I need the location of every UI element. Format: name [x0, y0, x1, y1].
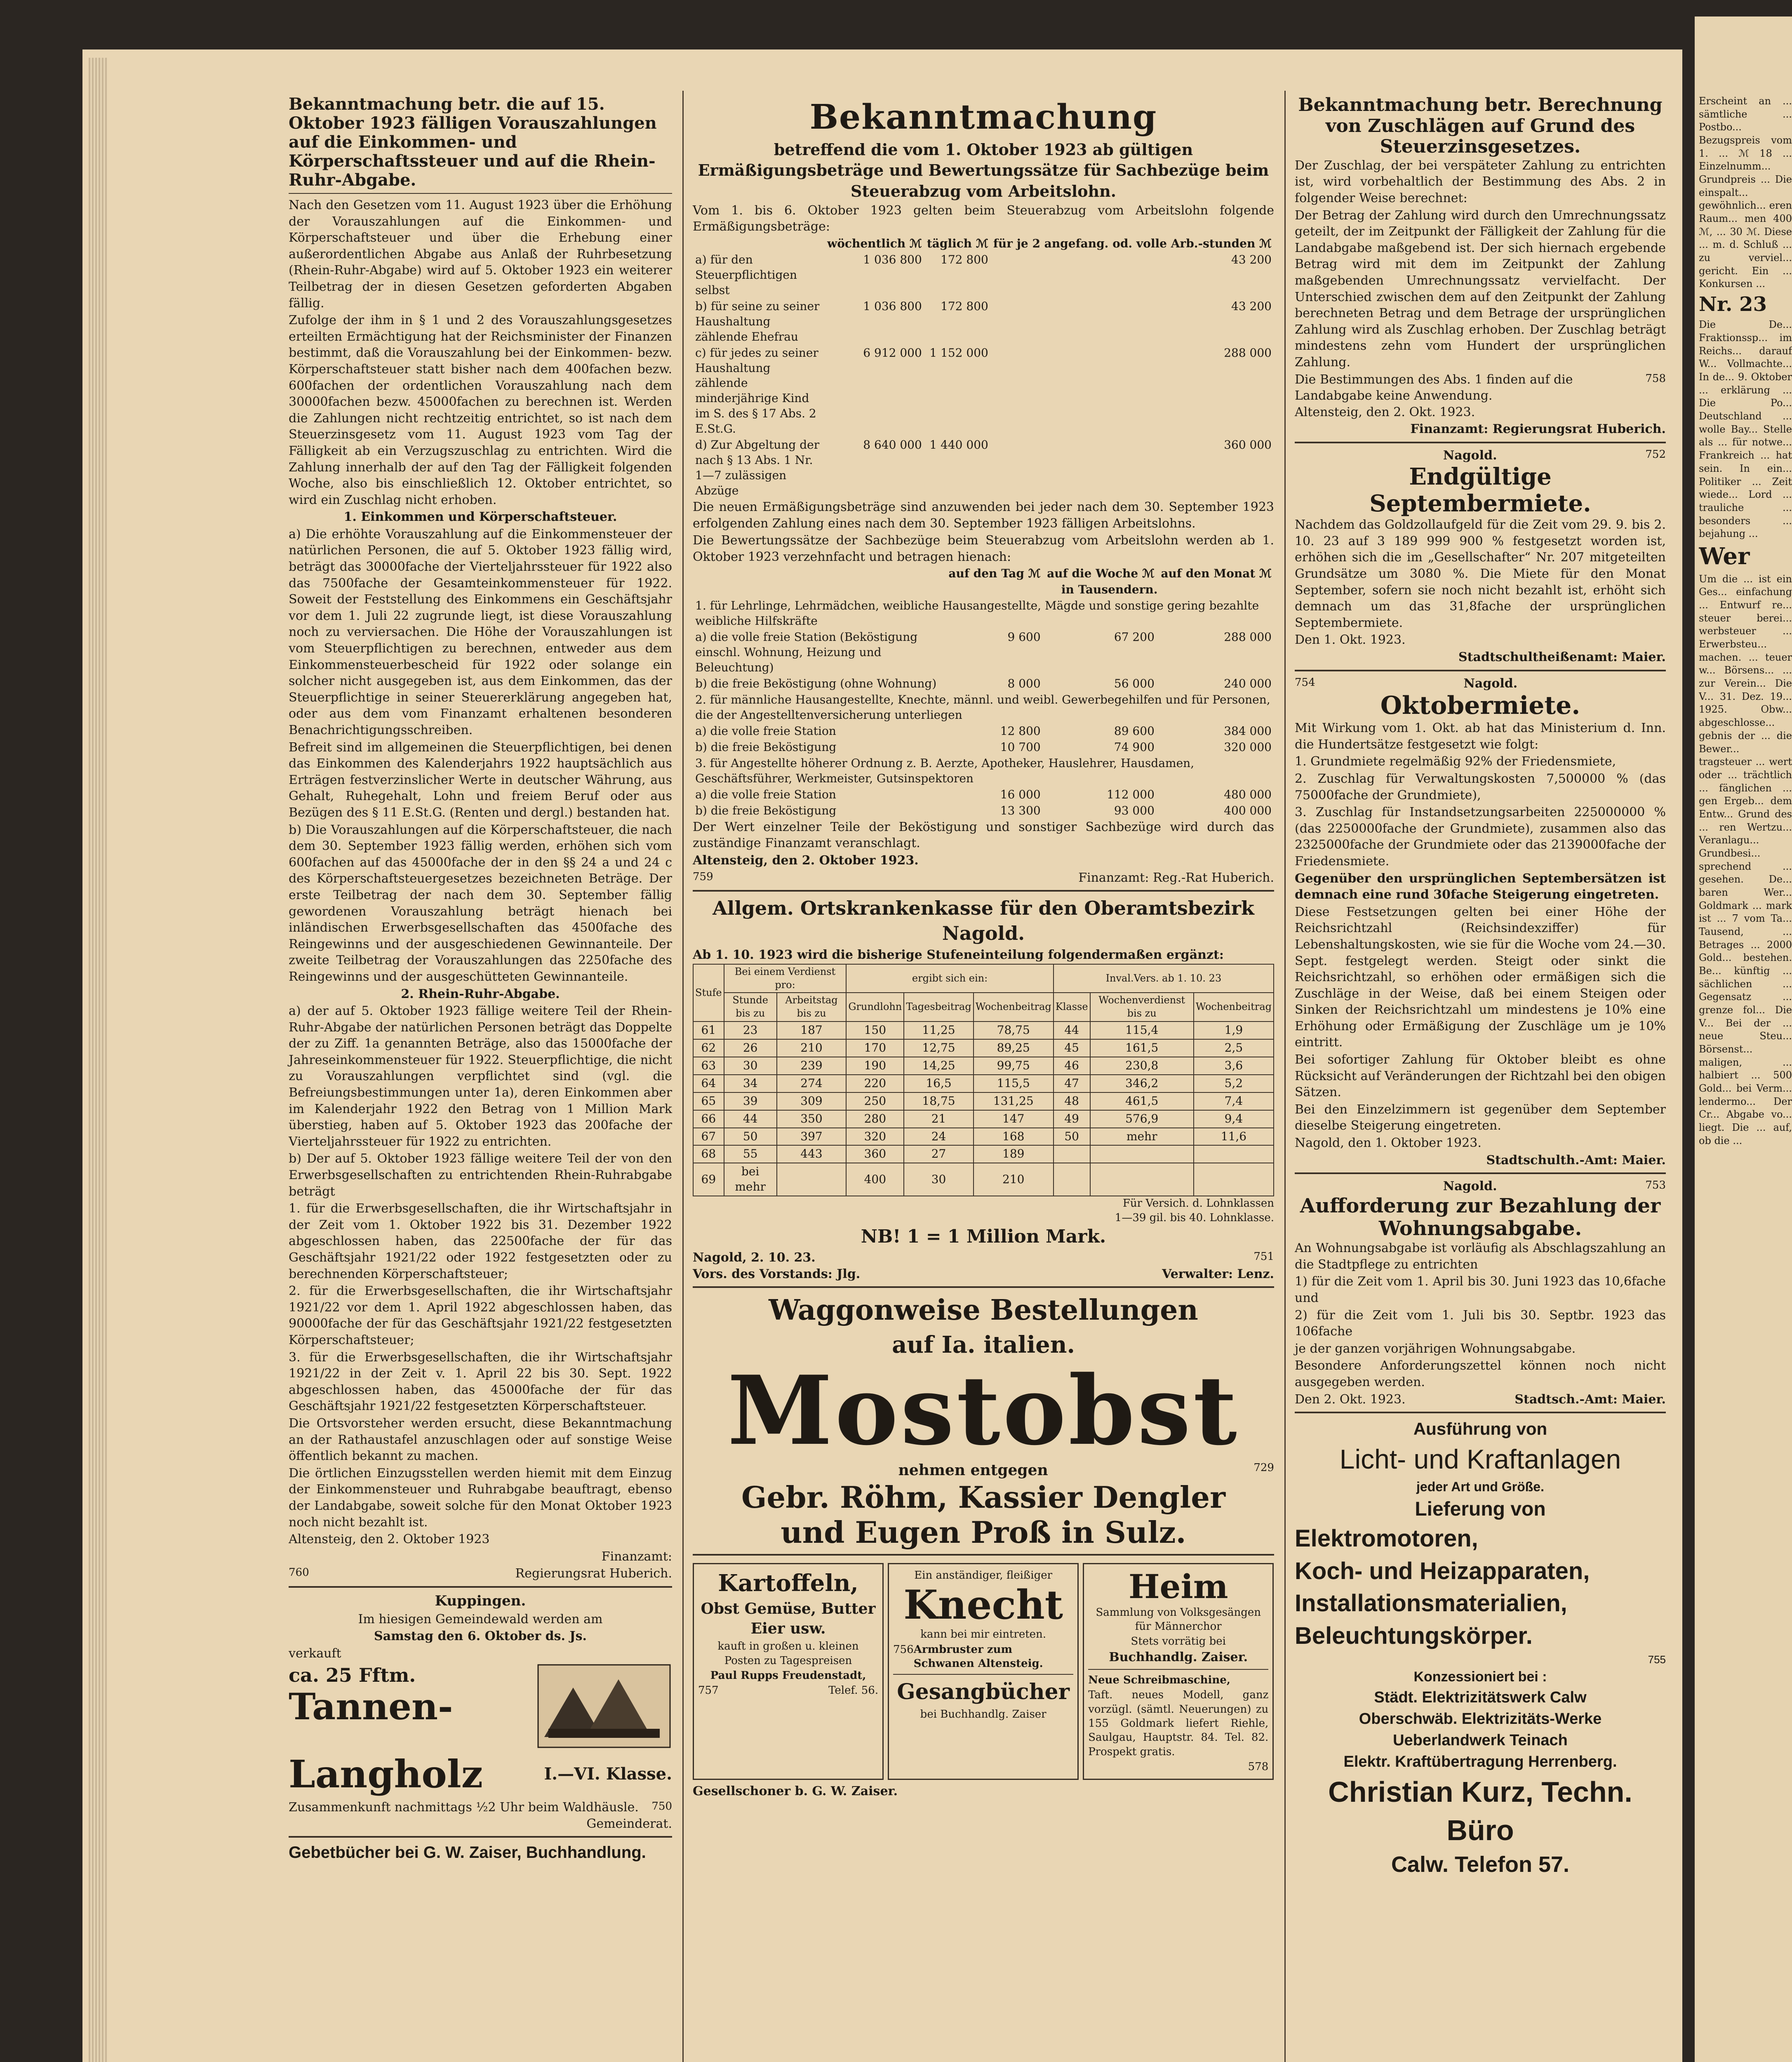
column-header: wöchentlich ℳ [827, 236, 922, 250]
paragraph: An Wohnungsabgabe ist vorläufig als Abschlagszahlung an die Stadtpflege zu entrichten [1295, 1241, 1666, 1272]
table-cell [1194, 1163, 1274, 1196]
ad-text: kauft in großen u. kleinen Posten zu Tagespreisen [717, 1640, 859, 1667]
paragraph: Die Ortsvorsteher werden ersucht, diese Bekanntmachung an der Rathaustafel anzuschlagen oder auf sonstige Weise öffentlich bekannt zu machen. [289, 1416, 672, 1464]
ad-text: Lieferung von [1415, 1498, 1546, 1520]
ad-name: Buchhandlg. Zaiser. [1109, 1650, 1248, 1665]
ad-text: Ueberlandwerk Teinach [1393, 1731, 1568, 1749]
table-row [693, 1075, 1274, 1092]
ad-text: Sammlung von Volksgesängen für Männerchor [1096, 1606, 1261, 1633]
table-note: 1—39 gil. bis 40. Lohnklasse. [1115, 1211, 1274, 1224]
place-date: Altensteig, den 2. Okt. 1923. [1295, 405, 1475, 419]
ad-number: 578 [1248, 1760, 1269, 1773]
section-heading: 2. Rhein-Ruhr-Abgabe. [401, 986, 560, 1001]
table-row: b) die freie Beköstigung (ohne Wohnung) 8 000 56 000 240 000 [695, 677, 1272, 691]
classified-ad [1083, 1563, 1274, 1780]
table-cell: 2,5 [1194, 1039, 1274, 1057]
table-row: a) die volle freie Station (Beköstigung einschl. Wohnung, Heizung und Beleuchtung) 9 600 67 200 288 000 [695, 630, 1272, 675]
table-cell: 280 [846, 1110, 904, 1128]
book-edge [89, 58, 107, 2062]
table-cell: 210 [974, 1163, 1054, 1196]
signature: Vors. des Vorstands: Jlg. [693, 1266, 861, 1281]
paragraph: Gegenüber den ursprünglichen Septembersätzen ist demnach eine rund 30fache Steigerung eingetreten. [1295, 871, 1666, 902]
table-cell: 320 [846, 1128, 904, 1146]
table-row [693, 1128, 1274, 1146]
signature: Stadtschultheißenamt: Maier. [1458, 650, 1666, 664]
table-cell: 350 [777, 1110, 847, 1128]
place-date: Altensteig, den 2. Oktober 1923 [289, 1532, 490, 1547]
table-row: b) für seine zu seiner Haushaltung zählende Ehefrau 1 036 800 172 800 43 200 [695, 299, 1272, 344]
table-cell: 30 [724, 1057, 777, 1075]
paragraph: Der Wert einzelner Teile der Beköstigung und sonstiger Sachbezüge wird durch das zuständige Finanzamt veranschlagt. [693, 819, 1274, 851]
table-cell: 274 [777, 1075, 847, 1092]
ad-text: Taft. neues Modell, ganz vorzügl. (sämtl. Neuerungen) zu 155 Goldmark liefert Riehle, Saulgau, Hauptstr. 84. Tel. 82. Prospekt gratis. [1088, 1689, 1269, 1758]
ad-number: 756 [893, 1643, 914, 1656]
table-cell: 9,4 [1194, 1110, 1274, 1128]
footer-ad: Gesellschoner b. G. W. Zaiser. [693, 1784, 898, 1799]
table-cell: 161,5 [1090, 1039, 1194, 1057]
ad-text: Ausführung von [1413, 1419, 1547, 1439]
ad-names: Gebr. Röhm, Kassier Dengler [741, 1479, 1226, 1515]
ad-number: 758 [1645, 372, 1666, 385]
list-item: 2. Zuschlag für Verwaltungskosten 7,500000 % (das 75000fache der Grundmiete), [1295, 771, 1666, 803]
ad-number: 751 [1253, 1250, 1274, 1263]
paragraph: Bei sofortiger Zahlung für Oktober bleibt es ohne Rücksicht auf Veränderungen der Richtzahl bei den obigen Sätzen. [1295, 1052, 1666, 1100]
column-rule [1284, 91, 1286, 2062]
ad-number: 759 [693, 870, 713, 883]
table-cell: 67 [693, 1128, 724, 1146]
ad-place: Nagold. [1443, 1179, 1497, 1194]
paragraph: 2. für die Erwerbsgesellschaften, die ihr Wirtschaftsjahr 1921/22 vor dem 1. April 1922 abgeschlossen haben, das 90000fache der für das Geschäftsjahr 1921/22 festgesetzten Körperschaftsteuer; [289, 1284, 672, 1347]
paragraph: Die Bestimmungen des Abs. 1 finden auf die Landabgabe keine Anwendung. [1295, 372, 1573, 403]
list-item: 1) für die Zeit vom 1. April bis 30. Juni 1923 das 10,6fache und [1295, 1274, 1666, 1305]
paragraph: 3. für die Erwerbsgesellschaften, die ihr Wirtschaftsjahr 1921/22 in der Zeit v. 1. April 22 bis 30. Sept. 1922 abgeschlossen haben, das 45000fache der für das Geschäftsjahr 1921/22 festgesetzten Körperschaftsteuer. [289, 1350, 672, 1414]
table-cell: 115,5 [974, 1075, 1054, 1092]
section-heading: Wer [1699, 542, 1750, 570]
table-cell: 50 [724, 1128, 777, 1146]
ad-headline: Licht- und Kraftanlagen [1339, 1443, 1621, 1474]
table-cell: 443 [777, 1145, 847, 1163]
ad-number: 755 [1648, 1653, 1666, 1666]
table-cell: 360 [846, 1145, 904, 1163]
ad-place: Nagold. [1443, 448, 1497, 463]
column-header: für je 2 angefang. od. volle Arb.-stunden ℳ [993, 236, 1272, 250]
ad-headline: Knecht [903, 1581, 1063, 1628]
table-cell [1090, 1145, 1194, 1163]
table-cell: 50 [1054, 1128, 1090, 1146]
table-cell: 3,6 [1194, 1057, 1274, 1075]
ad-text: jeder Art und Größe. [1416, 1479, 1544, 1494]
table-cell: 39 [724, 1092, 777, 1110]
paragraph: je der ganzen vorjährigen Wohnungsabgabe. [1295, 1341, 1576, 1356]
ad-number: 757 [698, 1684, 719, 1697]
ad-text: Obst Gemüse, Butter Eier usw. [701, 1600, 876, 1637]
ad-text: kann bei mir eintreten. [920, 1628, 1047, 1641]
ad-class: I.—VI. Klasse. [544, 1764, 672, 1784]
ad-text: Oberschwäb. Elektrizitäts-Werke [1359, 1710, 1602, 1728]
notice-title: Oktobermiete. [1380, 691, 1580, 720]
paragraph: a) der auf 5. Oktober 1923 fällige weitere Teil der Rhein-Ruhr-Abgabe der natürlichen Personen beträgt das Doppelte der zu Ziff. 1a genannten Beträge, also das 15000fache der Jahreseinkommensteuer für 1922. Steuerpflichtige, die nicht zu Vorauszahlungen verpflichtet sind (vgl. die Befreiungsbestimmungen unter 1a), deren Einkommen aber im Kalenderjahr 1922 den Betrag von 1 Million Mark überstieg, haben auf 5. Oktober 1923 das 200fache der Vierteljahrssteuer für 1922 zu entrichten. [289, 1004, 672, 1149]
ad-subheadline: auf Ia. italien. [892, 1331, 1075, 1358]
table-row [693, 1163, 1274, 1196]
list-item: 1. Grundmiete regelmäßig 92% der Friedensmiete, [1295, 754, 1616, 769]
paragraph: 1. für die Erwerbsgesellschaften, die ihr Wirtschaftsjahr in der Zeit vom 1. Oktober 1922 bis 31. Dezember 1922 abgeschlossen haben, das 22500fache der für das Geschäftsjahr 1921/22 oder 1922 festgesetzten oder zu berechnenden Körperschaftsteuer; [289, 1201, 672, 1281]
table-cell: 44 [1054, 1022, 1090, 1039]
table-cell: 62 [693, 1039, 724, 1057]
ad-item: Beleuchtungskörper. [1295, 1622, 1533, 1649]
table-cell: 66 [693, 1110, 724, 1128]
table-cell: 45 [1054, 1039, 1090, 1057]
table-row: c) für jedes zu seiner Haushaltung zählende minderjährige Kind im S. des § 17 Abs. 2 E.St.G. 6 912 000 1 152 000 288 000 [695, 346, 1272, 436]
ad-headline: Waggonweise Bestellungen [769, 1294, 1198, 1327]
table-cell: 65 [693, 1092, 724, 1110]
column-2 [693, 95, 1274, 1801]
ad-text: Zusammenkunft nachmittags ½2 Uhr beim Waldhäusle. [289, 1800, 639, 1815]
classified-ad [693, 1563, 884, 1780]
table-cell: 400 [846, 1163, 904, 1196]
table-note: Für Versich. d. Lohnklassen [1122, 1197, 1274, 1210]
ad-phone: Telef. 56. [828, 1684, 879, 1697]
column-4-partial [1699, 95, 1792, 1148]
table-cell: 23 [724, 1022, 777, 1039]
column-rule [682, 91, 684, 2062]
ad-place: Nagold. [1463, 676, 1518, 691]
table-cell: 11,25 [904, 1022, 973, 1039]
ad-text: Konzessioniert bei : [1413, 1669, 1547, 1685]
table-cell: 168 [974, 1128, 1054, 1146]
paragraph: Vom 1. bis 6. Oktober 1923 gelten beim Steuerabzug vom Arbeitslohn folgende Ermäßigungsbeträge: [693, 203, 1274, 234]
table-cell [1054, 1145, 1090, 1163]
table-cell: 89,25 [974, 1039, 1054, 1057]
issue-number: Nr. 23 [1699, 293, 1767, 316]
ad-amount: ca. 25 Fftm. [289, 1664, 416, 1686]
benefit-table: auf den Tag ℳ auf die Woche ℳ auf den Monat ℳ in Tausendern. 1. für Lehrlinge, Lehrmädchen, weibliche Hausangestellte, Mägde und sonstige gering bezahlte weibliche Hilfskräfte a) die volle freie Station (Beköstigung einschl. Wohnung, Heizung und Beleuchtung) 9 600 67 200 288 000 b) die freie Beköstigung (ohne Wohnung) 8 000 56 000 240 000 2. für männliche Hausangestellte, Knechte, männl. und weibl. Gewerbegehilfen und für Personen, die der Angestelltenversicherung unterliegen a) die volle freie Station 12 800 89 600 384 000 b) die freie Beköstigung 10 700 74 900 320 000 3. für Angestellte höherer Ordnung z. B. Aerzte, Apotheker, Hauslehrer, Hausdamen, Geschäftsführer, Werkmeister, Gutsinspektoren a) die volle freie Station 16 000 112 000 480 000 b) die freie Beköstigung 13 300 93 000 400 000 [693, 566, 1274, 819]
table-row [693, 1057, 1274, 1075]
signature: Finanzamt: Reg.-Rat Huberich. [1078, 870, 1274, 885]
table-cell: 1,9 [1194, 1022, 1274, 1039]
table-cell: 461,5 [1090, 1092, 1194, 1110]
column-3 [1295, 95, 1666, 1880]
table-cell: 26 [724, 1039, 777, 1057]
ad-text: Ein anständiger, fleißiger [914, 1569, 1053, 1582]
ad-headline: Kartoffeln, [718, 1569, 858, 1597]
table-row: a) die volle freie Station 12 800 89 600 384 000 [695, 724, 1272, 738]
electric-ad [1295, 1417, 1666, 1879]
table-cell: 18,75 [904, 1092, 973, 1110]
ad-headline: Tannen- [289, 1685, 453, 1728]
table-row: b) die freie Beköstigung 10 700 74 900 320 000 [695, 740, 1272, 754]
paragraph: Der Betrag der Zahlung wird durch den Umrechnungssatz geteilt, der im Zeitpunkt der Fälligkeit der Zahlung für die Landabgabe maßgebend ist. Der sich hiernach ergebende Betrag wird mit dem im Zeitpunkt der Zahlung maßgebenden Umrechnungssatz vervielfacht. Der Unterschied zwischen dem auf den Zeitpunkt der Zahlung berechneten Betrag und dem Betrage der ursprünglichen Zahlung wird als Zuschlag erhoben. Der Zuschlag beträgt mindestens zehn vom Hundert der ursprünglichen Zahlung. [1295, 208, 1666, 370]
table-cell: 61 [693, 1022, 724, 1039]
notice-title: Bekanntmachung [809, 97, 1157, 137]
table-cell: 115,4 [1090, 1022, 1194, 1039]
table-row [693, 1039, 1274, 1057]
table-cell: 239 [777, 1057, 847, 1075]
column-1 [289, 95, 672, 1864]
table-cell: 68 [693, 1145, 724, 1163]
table-cell: 131,25 [974, 1092, 1054, 1110]
table-row: 3. für Angestellte höherer Ordnung z. B. Aerzte, Apotheker, Hauslehrer, Hausdamen, Geschäftsführer, Werkmeister, Gutsinspektoren [695, 756, 1195, 785]
table-cell [777, 1163, 847, 1196]
ad-number: 752 [1645, 448, 1666, 461]
notice-title: Endgültige Septembermiete. [1369, 463, 1591, 517]
table-cell: 69 [693, 1163, 724, 1196]
table-row [693, 1145, 1274, 1163]
table-cell: 5,2 [1194, 1075, 1274, 1092]
place-date: Nagold, den 1. Oktober 1923. [1295, 1136, 1482, 1151]
table-cell: 55 [724, 1145, 777, 1163]
ad-text: Im hiesigen Gemeindewald werden am [358, 1612, 603, 1627]
table-row [693, 1092, 1274, 1110]
paragraph: Zufolge der ihm in § 1 und 2 des Vorauszahlungsgesetzes erteilten Ermächtigung hat der Reichsminister der Finanzen bestimmt, daß die Vorauszahlung bei der Einkommen- bezw. Körperschaftsteuer statt bisher nach dem 400fachen bezw. 600fachen der ordentlichen Vorauszahlung nach dem 30000fachen bezw. 45000fachen zu berechnen ist. Werden die Zahlungen nicht rechtzeitig entrichtet, so ist nach dem Steuerzinsgesetz vom 11. August 1923 vom Tag der Fälligkeit ab ein Verzugszuschlag zu entrichten. Wird die Zahlung innerhalb der auf den Tag der Fälligkeit folgenden Woche, also bis einschließlich 12. Oktober entrichtet, so wird ein Zuschlag nicht erhoben. [289, 313, 672, 507]
table-cell: 7,4 [1194, 1092, 1274, 1110]
table-cell: 30 [904, 1163, 973, 1196]
classified-ad [888, 1563, 1079, 1780]
paragraph: Befreit sind im allgemeinen die Steuerpflichtigen, bei denen das Einkommen des Kalenderjahrs 1922 hauptsächlich aus Erträgen festverzinslicher Werte in deutscher Währung, aus Gehalt, Ruhegehalt, Lohn und freiem Beruf oder aus Bezügen des § 11 E.St.G. (Renten und dergl.) bestanden hat. [289, 740, 672, 820]
table-cell: 49 [1054, 1110, 1090, 1128]
table-cell: 250 [846, 1092, 904, 1110]
table-cell: 309 [777, 1092, 847, 1110]
paragraph: Die örtlichen Einzugsstellen werden hiemit mit dem Einzug der Einkommensteuer und Ruhrabgabe beauftragt, ebenso der Landabgabe, soweit solche für den Monat Oktober 1923 noch nicht bezahlt ist. [289, 1466, 672, 1530]
ad-name: Armbruster zum Schwanen Altensteig. [913, 1643, 1043, 1670]
table-cell: 346,2 [1090, 1075, 1194, 1092]
paragraph: Die Bewertungssätze der Sachbezüge beim Steuerabzug vom Arbeitslohn werden ab 1. Oktober 1923 verzehnfacht und betragen hienach: [693, 533, 1274, 564]
table-row: b) die freie Beköstigung 13 300 93 000 400 000 [695, 803, 1272, 817]
table-cell: 189 [974, 1145, 1054, 1163]
place-date: Nagold, 2. 10. 23. [693, 1250, 816, 1265]
paragraph: Nach den Gesetzen vom 11. August 1923 über die Erhöhung der Vorauszahlungen auf die Einkommen- und Körperschaftsteuer und über die Erhebung einer außerordentlichen Abgabe aus Anlaß der Ruhrbesetzung (Rhein-Ruhr-Abgabe) wird auf 5. Oktober 1923 ein weiterer Teilbetrag der in diesen Gesetzen geforderten Abgaben fällig. [289, 198, 672, 311]
ad-text: bei Buchhandlg. Zaiser [920, 1708, 1047, 1721]
paragraph: Diese Festsetzungen gelten bei einer Höhe der Reichsrichtzahl (Reichsindexziffer) für Lebenshaltungskosten, wie sie für die Woche vom 24.—30. Sept. festgelegt werden. Steigt oder sinkt die Reichsrichtzahl, so erhöhen oder ermäßigen sich die Zuschläge in der Weise, daß bei einem Steigen oder Sinken der Reichsrichtzahl um mindestens je 10% eine Erhöhung oder Ermäßigung der Zuschläge um je 10% eintritt. [1295, 904, 1666, 1050]
table-cell: 24 [904, 1128, 973, 1146]
table-row: a) für den Steuerpflichtigen selbst 1 036 800 172 800 43 200 [695, 252, 1272, 297]
ad-number: 760 [289, 1566, 309, 1579]
table-cell: 27 [904, 1145, 973, 1163]
ad-place: Kuppingen. [435, 1592, 526, 1609]
table-cell [1090, 1163, 1194, 1196]
paragraph: Die neuen Ermäßigungsbeträge sind anzuwenden bei jeder nach dem 30. September 1923 erfolgenden Zahlung eines nach dem 30. September 1923 fälligen Arbeitslohns. [693, 500, 1274, 531]
table-cell: 576,9 [1090, 1110, 1194, 1128]
list-item: 3. Zuschlag für Instandsetzungsarbeiten 225000000 % (das 2250000fache der Grundmiete), zusammen also das 2325000fache der Grundmiete oder das 2139000fache der Friedensmiete. [1295, 805, 1666, 869]
section-heading: 1. Einkommen und Körperschaftsteuer. [343, 510, 617, 525]
table-cell: 78,75 [974, 1022, 1054, 1039]
place-date: Den 2. Okt. 1923. [1295, 1392, 1406, 1407]
ad-number: 750 [651, 1800, 672, 1812]
table-cell: 64 [693, 1075, 724, 1092]
paragraph: b) Der auf 5. Oktober 1923 fällige weitere Teil der von den Erwerbsgesellschaften zu entrichtenden Rhein-Ruhrabgabe beträgt [289, 1151, 672, 1199]
table-cell: 63 [693, 1057, 724, 1075]
ad-headline: Heim [1128, 1567, 1228, 1606]
table-cell: 21 [904, 1110, 973, 1128]
signature: Regierungsrat Huberich. [515, 1566, 672, 1581]
list-item: 2) für die Zeit vom 1. Juli bis 30. Septbr. 1923 das 106fache [1295, 1308, 1666, 1339]
signature: Gemeinderat. [586, 1816, 672, 1831]
signature-label: Finanzamt: [601, 1549, 672, 1564]
table-cell: 11,6 [1194, 1128, 1274, 1146]
table-cell: 397 [777, 1128, 847, 1146]
table-cell: 230,8 [1090, 1057, 1194, 1075]
notice-subtitle: betreffend die vom 1. Oktober 1923 ab gültigen Ermäßigungsbeträge und Bewertungssätze für Sachbezüge beim Steuerabzug vom Arbeitslohn. [698, 140, 1269, 200]
signature: Stadtschulth.-Amt: Maier. [1486, 1153, 1666, 1168]
ad-headline: Neue Schreibmaschine, [1088, 1674, 1230, 1687]
paragraph: Bei den Einzelzimmern ist gegenüber dem September dieselbe Steigerung eingetreten. [1295, 1102, 1666, 1133]
place-date: Den 1. Okt. 1923. [1295, 633, 1406, 647]
table-row [693, 1022, 1274, 1039]
insurance-subtitle: Ab 1. 10. 1923 wird die bisherige Stufeneinteilung folgendermaßen ergänzt: [693, 947, 1224, 962]
paragraph: Mit Wirkung vom 1. Okt. ab hat das Ministerium d. Inn. die Hundertsätze festgesetzt wie folgt: [1295, 721, 1666, 752]
table-cell [1194, 1145, 1274, 1163]
table-row: 2. für männliche Hausangestellte, Knechte, männl. und weibl. Gewerbegehilfen und für Personen, die der Angestelltenversicherung unterliegen [695, 693, 1270, 722]
table-cell: 220 [846, 1075, 904, 1092]
ad-text: nehmen entgegen [898, 1462, 1048, 1479]
notice-title: Bekanntmachung betr. die auf 15. Oktober 1923 fälligen Vorauszahlungen auf die Einkommen- und Körperschaftssteuer und auf die Rhein-Ruhr-Abgabe. [289, 94, 657, 190]
paragraph: a) Die erhöhte Vorauszahlung auf die Einkommensteuer der natürlichen Personen, die auf 5. Oktober 1923 fällig wird, beträgt das 30000fache der Vierteljahrssteuer für 1922 also das 7500fache der Gesamteinkommensteuer für 1922. Soweit der Feststellung des Einkommens ein Geschäftsjahr vor dem 1. Juli 22 zugrunde liegt, ist diese Vorauszahlung noch zu verviersachen. Die Höhe der Vorauszahlungen ist vom Steuerpflichtigen zu berechnen, entweder aus dem Einkommensteuerbescheid für 1922 oder solange ein solcher nicht ausgegeben ist, aus dem Einkommen, das der Steuerpflichtige in seiner Steuererklärung angegeben hat, oder aus dem vom Finanzamt erhaltenen besonderen Benachrichtigungsschreiben. [289, 527, 672, 737]
table-cell: 44 [724, 1110, 777, 1128]
notice-title: Aufforderung zur Bezahlung der Wohnungsabgabe. [1300, 1194, 1661, 1240]
table-row: a) die volle freie Station 16 000 112 000 480 000 [695, 787, 1272, 801]
ad-text: Städt. Elektrizitätswerk Calw [1374, 1688, 1587, 1706]
table-row [693, 1110, 1274, 1128]
signature: Finanzamt: Regierungsrat Huberich. [1410, 422, 1666, 437]
table-cell: 48 [1054, 1092, 1090, 1110]
table-row: d) Zur Abgeltung der nach § 13 Abs. 1 Nr. 1—7 zulässigen Abzüge 8 640 000 1 440 000 360 000 [695, 438, 1272, 498]
table-cell: 16,5 [904, 1075, 973, 1092]
table-cell: 14,25 [904, 1057, 973, 1075]
footer-ad: Gebetbücher bei G. W. Zaiser, Buchhandlung. [289, 1843, 646, 1862]
table-cell: 46 [1054, 1057, 1090, 1075]
table-cell: 210 [777, 1039, 847, 1057]
ad-number: 754 [1295, 676, 1315, 689]
table-cell: mehr [1090, 1128, 1194, 1146]
table-cell: 150 [846, 1022, 904, 1039]
contribution-table: Stufe Bei einem Verdienst pro: ergibt sich ein: Inval.Vers. ab 1. 10. 23 Stunde bis zu Arbeitstag bis zu Grundlohn Tagesbeitrag Wochenbeitrag Klasse Wochenverdienst bis zu Wochenbeitrag 61 23 187 150 11,25 78,75 44 115,4 1,9 62 26 210 170 12,75 89,25 45 161,5 2,5 63 30 239 190 14,25 99,75 46 230,8 3,6 64 34 274 220 16,5 115,5 47 346,2 5,2 65 39 309 250 18,75 131,25 48 461,5 7,4 66 44 350 280 21 147 49 576,9 9,4 67 50 397 320 24 168 50 mehr 11,6 68 55 443 360 27 189 69 bei mehr 400 30 210 [693, 964, 1274, 1196]
table-cell: 12,75 [904, 1039, 973, 1057]
paragraph: Erscheint an ... sämtliche ... Postbo... Bezugspreis vom 1. ... ℳ 18 ... Einzelnumm... Grundpreis ... Die einspalt... gewöhnlich... eren Raum... men 400 ℳ, ... 30 ℳ. Diese ... m. d. Schluß ... zu verviel... gericht. Ein ... Konkursen ... [1699, 95, 1792, 290]
signature: Stadtsch.-Amt: Maier. [1514, 1392, 1666, 1407]
table-cell: 99,75 [974, 1057, 1054, 1075]
table-footnote: NB! 1 = 1 Million Mark. [861, 1226, 1106, 1247]
table-cell: 170 [846, 1039, 904, 1057]
paragraph: Der Zuschlag, der bei verspäteter Zahlung zu entrichten ist, wird vorbehaltlich der Bestimmung des Abs. 2 in folgender Weise berechnet: [1295, 158, 1666, 205]
ad-headline: Langholz [289, 1751, 483, 1796]
logging-illustration [536, 1663, 672, 1749]
ad-contact: Calw. Telefon 57. [1391, 1852, 1570, 1877]
paragraph: Besondere Anforderungszettel können noch nicht ausgegeben werden. [1295, 1358, 1666, 1389]
ad-item: Installationsmaterialien, [1295, 1590, 1567, 1617]
ad-big-word: Mostobst [727, 1355, 1239, 1466]
table-cell: 190 [846, 1057, 904, 1075]
paragraph: Die De... Fraktionssp... im Reichs... darauf W... Vollmachte... In de... 9. Oktober ... erklärung ... Die Po... Deutschland ... wolle Bay... Stelle als ... für notwe... Frankreich ... hat sein. In ein... Politiker ... Zeit wiede... Lord ... trauliche ... besonders ... bejahung ... [1699, 319, 1792, 540]
paragraph: Nachdem das Goldzollaufgeld für die Zeit vom 29. 9. bis 2. 10. 23 auf 3 189 999 900 % festgesetzt worden ist, erhöhen sich die im „Gesellschafter“ Nr. 207 mitgeteilten Grundsätze um 3080 %. Die Miete für den Monat September, sofern sie noch nicht bezahlt ist, erhöht sich demnach um das 31,8fache der ursprünglichen Septembermiete. [1295, 518, 1666, 630]
ad-text: verkauft [289, 1646, 341, 1661]
ad-item: Elektromotoren, [1295, 1525, 1478, 1552]
ad-headline: Gesangbücher [897, 1679, 1070, 1705]
notice-title: Bekanntmachung betr. Berechnung von Zuschlägen auf Grund des Steuerzinsgesetzes. [1298, 94, 1663, 158]
ad-date: Samstag den 6. Oktober ds. Js. [374, 1629, 587, 1644]
paragraph: Um die ... ist ein Ges... einfachung ... Entwurf re... steuer berei... werbsteuer ... Erwerbsteu... machen. ... teuer w... Börsens... ... zur Verein... Die V... 31. Dez. 19... 1925. Obw... abgeschlosse... gebnis der ... die Bewer... tragsteuer ... wert oder ... trächtlich ... fänglichen ... gen Ergeb... dem Entw... Grund des ... ren Wertzu... Veranlagu... Grundbesi... sprechend ... gesehen. De... baren Wer... Goldmark ... mark ist ... 7 vom Ta... Tausend, ... Betrages ... 2000 Gold... bestehen. Be... künftig ... sächlichen ... Gegensatz ... grenze fol... Die V... Bei der ... neue Steu... Börsenst... maligen, ... halbiert ... 500 Gold... bei Verm... lendermo... Der Cr... Abgabe vo... liegt. Die ... auf, ob die ... [1699, 573, 1792, 1146]
ad-text: Elektr. Kraftübertragung Herrenberg. [1343, 1753, 1617, 1771]
ad-headline: Christian Kurz, Techn. Büro [1328, 1776, 1632, 1846]
table-cell: 47 [1054, 1075, 1090, 1092]
ad-number: 729 [1253, 1462, 1274, 1474]
ad-text: Stets vorrätig bei [1131, 1635, 1226, 1648]
place-date: Altensteig, den 2. Oktober 1923. [693, 853, 919, 868]
table-cell: 147 [974, 1110, 1054, 1128]
table-cell: 34 [724, 1075, 777, 1092]
insurance-title: Allgem. Ortskrankenkasse für den Oberamtsbezirk Nagold. [713, 897, 1254, 944]
table-cell: bei mehr [724, 1163, 777, 1196]
column-header: täglich ℳ [927, 236, 988, 250]
allowance-table [693, 236, 1274, 499]
signature: Verwalter: Lenz. [1162, 1266, 1274, 1281]
ad-name: Paul Rupps Freudenstadt, [710, 1669, 866, 1682]
ad-number: 753 [1645, 1179, 1666, 1192]
table-cell [1054, 1163, 1090, 1196]
table-cell: 187 [777, 1022, 847, 1039]
ad-item: Koch- und Heizapparaten, [1295, 1557, 1590, 1584]
table-row: 1. für Lehrlinge, Lehrmädchen, weibliche Hausangestellte, Mägde und sonstige gering bezahlte weibliche Hilfskräfte [695, 599, 1259, 628]
paragraph: b) Die Vorauszahlungen auf die Körperschaftsteuer, die nach dem 30. September 1923 fällig werden, erhöhen sich vom 600fachen auf das 45000fache der in den §§ 24 a und 24 c des Körperschaftsteuergesetzes bezeichneten Beträge. Der erste Teilbetrag der nach dem 30. September fällig gewordenen Vorauszahlung beträgt hienach bei inländischen Erwerbsgesellschaften das 4500fache des Reingewinns und der ausgeschiedenen Gewinnanteile. Der zweite Teilbetrag der Vorauszahlungen das 2250fache des Reingewinns und der ausgeschütteten Gewinnanteile. [289, 822, 672, 984]
ad-names: und Eugen Proß in Sulz. [781, 1514, 1186, 1550]
